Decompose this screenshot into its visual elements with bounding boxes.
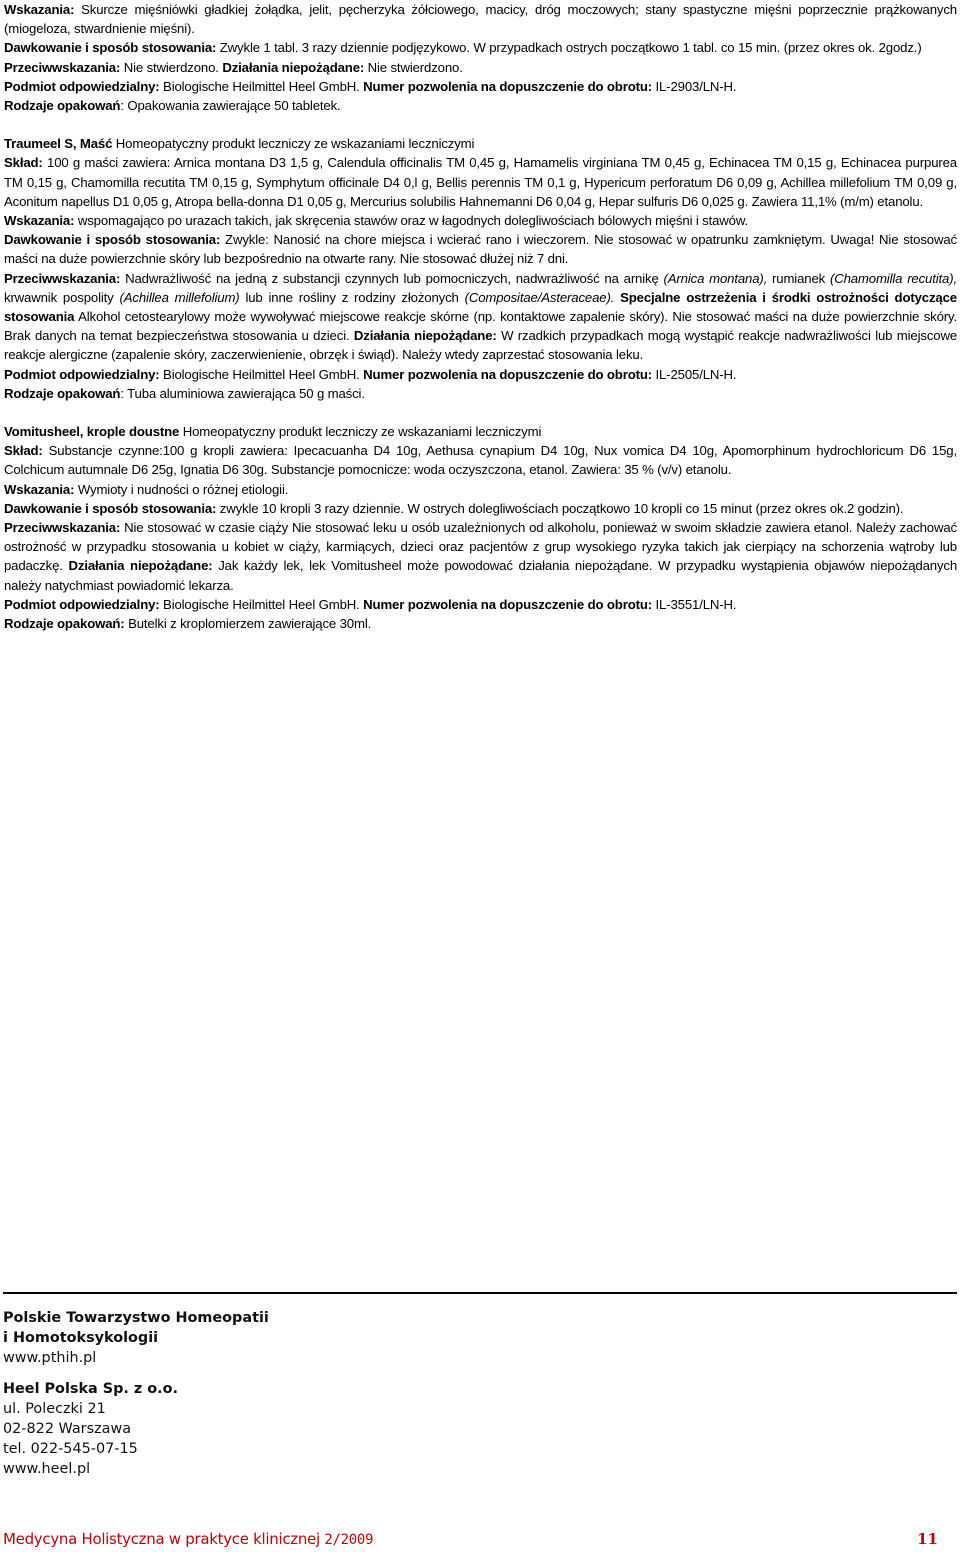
- page-number: 11: [917, 1530, 938, 1548]
- s3-dawkowanie: Dawkowanie i sposób stosowania: zwykle 10 kropli 3 razy dziennie. W ostrych dolegliwościach początkowo 10 kropli co 15 minut (przez okres ok.2 godzin).: [4, 500, 904, 516]
- company-city: 02-822 Warszawa: [3, 1421, 132, 1437]
- journal-issue: 2/2009: [324, 1532, 374, 1548]
- footer-contacts: [3, 1308, 269, 1479]
- s2-przeciwwskazania: Przeciwwskazania: Nadwrażliwość na jedną z substancji czynnych lub pomocniczych, nadwrażliwość na arnikę (Arnica montana), rumianek (Chamomilla recutita), krwawnik pospolity (Achillea millefolium) lub inne rośliny z rodziny złożonych (Compositae/Asteraceae). Specjalne ostrzeżenia i środki ostrożności dotyczące stosowania Alkohol cetostearylowy może wywoływać miejscowe reakcje skórne (np. kontaktowe zapalenie skóry). Nie stosować maści na duże powierzchnie skóry. Brak danych na temat bezpieczeństwa stosowania u dzieci. Działania niepożądane: W rzadkich przypadkach mogą wystąpić reakcje nadwrażliwości lub miejscowe reakcje alergiczne (zapalenie skóry, zaczerwienienie, obrzęk i świąd). Należy wtedy zaprzestać stosowania leku.: [4, 270, 958, 363]
- s1-rodzaje: Rodzaje opakowań: Opakowania zawierające 50 tabletek.: [4, 98, 341, 114]
- journal-title: Medycyna Holistyczna w praktyce klinicznej 2/2009: [3, 1530, 374, 1548]
- s1-podmiot: Podmiot odpowiedzialny: Biologische Heilmittel Heel GmbH. Numer pozwolenia na dopuszczenie do obrotu: IL-2903/LN-H.: [4, 78, 737, 94]
- company-street: ul. Poleczki 21: [3, 1401, 106, 1417]
- product-title: Vomitusheel, krople doustne: [4, 424, 180, 440]
- company-url-link[interactable]: www.heel.pl: [3, 1461, 91, 1477]
- org-name-line2: i Homotoksykologii: [3, 1330, 159, 1346]
- footer-divider: [3, 1292, 957, 1294]
- s2-sklad: Skład: 100 g maści zawiera: Arnica montana D3 1,5 g, Calendula officinalis TM 0,45 g, Hamamelis virginiana TM 0,45 g, Echinacea TM 0,15 g, Echinacea purpurea TM 0,15 g, Chamomilla recutita TM 0,15 g, Symphytum officinale D4 0,l g, Bellis perennis TM 0,1 g, Hypericum perforatum D6 0,09 g, Achillea millefolium TM 0,09 g, Aconitum napellus D1 0,05 g, Atropa bella-donna D1 0,05 g, Mercurius solubilis Hahnemanni D6 0,04 g, Hepar sulfuris D6 0,025 g. Zawiera 11,1% (m/m) etanolu.: [4, 155, 957, 209]
- s2-podmiot: Podmiot odpowiedzialny: Biologische Heilmittel Heel GmbH. Numer pozwolenia na dopuszczenie do obrotu: IL-2505/LN-H.: [4, 366, 737, 382]
- product-title: Traumeel S, Maść: [4, 136, 113, 152]
- s1-przeciwwskazania: Przeciwwskazania: Nie stwierdzono. Działania niepożądane: Nie stwierdzono.: [4, 59, 463, 75]
- org-url-link[interactable]: www.pthih.pl: [3, 1350, 97, 1366]
- org-name-line1: Polskie Towarzystwo Homeopatii: [3, 1310, 269, 1326]
- spacer: [4, 403, 957, 422]
- s2-wskazania: Wskazania: wspomagająco po urazach takich, jak skręcenia stawów oraz w łagodnych dolegliwościach bólowych mięśni i stawów.: [4, 213, 749, 229]
- s3-wskazania: Wskazania: Wymioty i nudności o różnej etiologii.: [4, 481, 289, 497]
- company-name: Heel Polska Sp. z o.o.: [3, 1381, 178, 1397]
- s3-sklad: Skład: Substancje czynne:100 g kropli zawiera: Ipecacuanha D4 10g, Aethusa cynapium D4 10g, Nux vomica D4 10g, Apomorphinum hydrochloricum D6 15g, Colchicum autumnale D6 25g, Ignatia D6 30g. Substancje pomocnicze: woda oczyszczona, etanol. Zawiera: 35 % (v/v) etanolu.: [4, 443, 957, 478]
- article-body: [4, 0, 957, 633]
- spacer: [4, 115, 957, 134]
- s3-rodzaje: Rodzaje opakowań: Butelki z kroplomierzem zawierające 30ml.: [4, 616, 372, 632]
- spacer: [3, 1368, 269, 1379]
- s2-dawkowanie: Dawkowanie i sposób stosowania: Zwykle: Nanosić na chore miejsca i wcierać rano i wieczorem. Nie stosować w opatrunku zamkniętym. Uwaga! Nie stosować maści na duże powierzchnie skóry lub bezpośrednio na otwarte rany. Nie stosować dłużej niż 7 dni.: [4, 232, 957, 267]
- company-phone: tel. 022-545-07-15: [3, 1441, 138, 1457]
- label: Wskazania:: [4, 2, 75, 17]
- s3-przeciwwskazania: Przeciwwskazania: Nie stosować w czasie ciąży Nie stosować leku u osób uzależnionych od alkoholu, ponieważ w swoim składzie zawiera etanol. Należy zachować ostrożność w przypadku stosowania u kobiet w ciąży, karmiących, dzieci oraz pacjentów z grup wysokiego ryzyka takich jak cierpiący na schorzenia wątroby lub padaczkę. Działania niepożądane: Jak każdy lek, lek Vomitusheel może powodować działania niepożądane. W przypadku wystąpienia objawów niepożądanych należy natychmiast powiadomić lekarza.: [4, 520, 958, 593]
- s3-heading: Vomitusheel, krople doustne Homeopatyczny produkt leczniczy ze wskazaniami leczniczymi: [4, 424, 542, 440]
- s1-wskazania: Wskazania: Skurcze mięśniówki gładkiej żołądka, jelit, pęcherzyka żółciowego, macicy, dróg moczowych; stany spastyczne mięśni poprzecznie prążkowanych (miogeloza, stwardnienie mięśni).: [4, 2, 957, 37]
- s3-podmiot: Podmiot odpowiedzialny: Biologische Heilmittel Heel GmbH. Numer pozwolenia na dopuszczenie do obrotu: IL-3551/LN-H.: [4, 596, 737, 612]
- s2-rodzaje: Rodzaje opakowań: Tuba aluminiowa zawierająca 50 g maści.: [4, 385, 365, 401]
- s1-dawkowanie: Dawkowanie i sposób stosowania: Zwykle 1 tabl. 3 razy dziennie podjęzykowo. W przypadkach ostrych początkowo 1 tabl. co 15 min. (przez okres ok. 2godz.): [4, 40, 922, 56]
- s2-heading: Traumeel S, Maść Homeopatyczny produkt leczniczy ze wskazaniami leczniczymi: [4, 136, 475, 152]
